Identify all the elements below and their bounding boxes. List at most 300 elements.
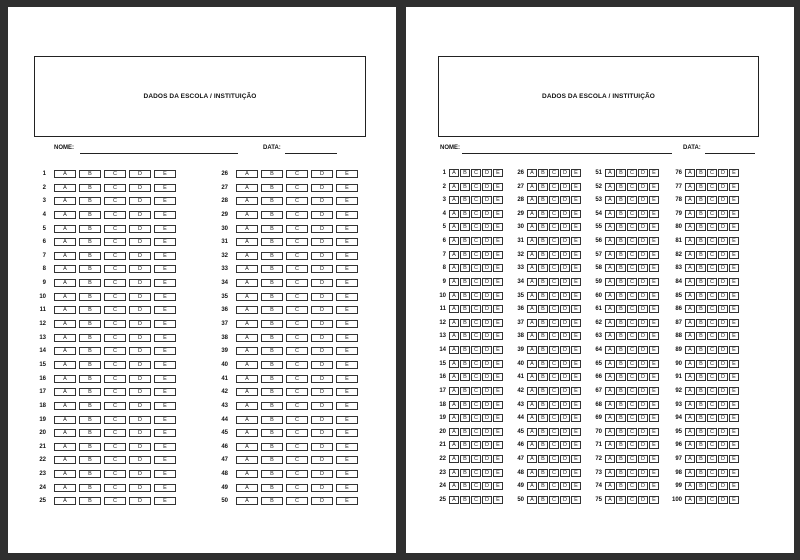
- answer-bubble-a[interactable]: A: [449, 482, 459, 490]
- answer-bubble-b[interactable]: B: [696, 237, 706, 245]
- answer-bubble-b[interactable]: B: [460, 169, 470, 177]
- answer-bubble-a[interactable]: A: [527, 360, 537, 368]
- answer-bubble-e[interactable]: E: [571, 455, 581, 463]
- answer-bubble-a[interactable]: A: [236, 456, 258, 464]
- answer-bubble-d[interactable]: D: [311, 484, 333, 492]
- answer-bubble-e[interactable]: E: [571, 196, 581, 204]
- answer-bubble-c[interactable]: C: [104, 252, 126, 260]
- answer-bubble-a[interactable]: A: [685, 251, 695, 259]
- answer-bubble-c[interactable]: C: [286, 375, 308, 383]
- answer-bubble-d[interactable]: D: [482, 264, 492, 272]
- answer-bubble-b[interactable]: B: [261, 197, 283, 205]
- answer-bubble-d[interactable]: D: [482, 169, 492, 177]
- answer-bubble-d[interactable]: D: [638, 387, 648, 395]
- answer-bubble-e[interactable]: E: [571, 441, 581, 449]
- answer-bubble-a[interactable]: A: [605, 414, 615, 422]
- answer-bubble-c[interactable]: C: [471, 237, 481, 245]
- answer-bubble-b[interactable]: B: [261, 497, 283, 505]
- answer-bubble-a[interactable]: A: [449, 237, 459, 245]
- answer-bubble-b[interactable]: B: [79, 375, 101, 383]
- answer-bubble-b[interactable]: B: [538, 469, 548, 477]
- answer-bubble-d[interactable]: D: [311, 416, 333, 424]
- answer-bubble-b[interactable]: B: [616, 278, 626, 286]
- answer-bubble-d[interactable]: D: [129, 252, 151, 260]
- answer-bubble-c[interactable]: C: [549, 346, 559, 354]
- answer-bubble-d[interactable]: D: [718, 196, 728, 204]
- answer-bubble-d[interactable]: D: [560, 346, 570, 354]
- answer-bubble-e[interactable]: E: [649, 414, 659, 422]
- answer-bubble-e[interactable]: E: [154, 375, 176, 383]
- answer-bubble-d[interactable]: D: [560, 196, 570, 204]
- answer-bubble-b[interactable]: B: [696, 373, 706, 381]
- answer-bubble-a[interactable]: A: [605, 373, 615, 381]
- answer-bubble-d[interactable]: D: [482, 223, 492, 231]
- answer-bubble-c[interactable]: C: [471, 210, 481, 218]
- answer-bubble-b[interactable]: B: [460, 278, 470, 286]
- answer-bubble-d[interactable]: D: [560, 496, 570, 504]
- answer-bubble-b[interactable]: B: [696, 332, 706, 340]
- answer-bubble-c[interactable]: C: [707, 496, 717, 504]
- answer-bubble-b[interactable]: B: [460, 332, 470, 340]
- answer-bubble-d[interactable]: D: [129, 265, 151, 273]
- answer-bubble-c[interactable]: C: [471, 292, 481, 300]
- answer-bubble-d[interactable]: D: [311, 170, 333, 178]
- answer-bubble-b[interactable]: B: [616, 305, 626, 313]
- answer-bubble-b[interactable]: B: [616, 428, 626, 436]
- answer-bubble-e[interactable]: E: [154, 497, 176, 505]
- answer-bubble-e[interactable]: E: [729, 332, 739, 340]
- answer-bubble-e[interactable]: E: [729, 251, 739, 259]
- answer-bubble-a[interactable]: A: [527, 169, 537, 177]
- answer-bubble-b[interactable]: B: [460, 292, 470, 300]
- answer-bubble-e[interactable]: E: [649, 264, 659, 272]
- answer-bubble-d[interactable]: D: [482, 401, 492, 409]
- answer-bubble-b[interactable]: B: [460, 469, 470, 477]
- answer-bubble-c[interactable]: C: [104, 416, 126, 424]
- answer-bubble-e[interactable]: E: [571, 251, 581, 259]
- answer-bubble-d[interactable]: D: [129, 306, 151, 314]
- answer-bubble-c[interactable]: C: [627, 319, 637, 327]
- answer-bubble-d[interactable]: D: [560, 387, 570, 395]
- answer-bubble-d[interactable]: D: [311, 456, 333, 464]
- answer-bubble-c[interactable]: C: [627, 469, 637, 477]
- answer-bubble-d[interactable]: D: [482, 428, 492, 436]
- answer-bubble-a[interactable]: A: [527, 183, 537, 191]
- answer-bubble-d[interactable]: D: [638, 441, 648, 449]
- answer-bubble-b[interactable]: B: [460, 305, 470, 313]
- answer-bubble-e[interactable]: E: [649, 373, 659, 381]
- answer-bubble-d[interactable]: D: [129, 225, 151, 233]
- answer-bubble-b[interactable]: B: [79, 429, 101, 437]
- answer-bubble-d[interactable]: D: [129, 197, 151, 205]
- answer-bubble-e[interactable]: E: [336, 429, 358, 437]
- answer-bubble-c[interactable]: C: [286, 416, 308, 424]
- answer-bubble-d[interactable]: D: [482, 278, 492, 286]
- answer-bubble-e[interactable]: E: [336, 306, 358, 314]
- answer-bubble-c[interactable]: C: [707, 292, 717, 300]
- answer-bubble-d[interactable]: D: [638, 346, 648, 354]
- answer-bubble-c[interactable]: C: [707, 237, 717, 245]
- answer-bubble-e[interactable]: E: [154, 170, 176, 178]
- answer-bubble-c[interactable]: C: [707, 223, 717, 231]
- answer-bubble-b[interactable]: B: [460, 183, 470, 191]
- answer-bubble-c[interactable]: C: [627, 210, 637, 218]
- answer-bubble-b[interactable]: B: [460, 414, 470, 422]
- answer-bubble-d[interactable]: D: [638, 278, 648, 286]
- answer-bubble-b[interactable]: B: [261, 470, 283, 478]
- answer-bubble-c[interactable]: C: [549, 482, 559, 490]
- answer-bubble-e[interactable]: E: [493, 482, 503, 490]
- answer-bubble-a[interactable]: A: [236, 497, 258, 505]
- answer-bubble-d[interactable]: D: [718, 496, 728, 504]
- answer-bubble-c[interactable]: C: [549, 292, 559, 300]
- answer-bubble-c[interactable]: C: [471, 387, 481, 395]
- answer-bubble-a[interactable]: A: [54, 225, 76, 233]
- answer-bubble-b[interactable]: B: [616, 496, 626, 504]
- answer-bubble-a[interactable]: A: [54, 238, 76, 246]
- answer-bubble-e[interactable]: E: [493, 387, 503, 395]
- answer-bubble-e[interactable]: E: [649, 183, 659, 191]
- answer-bubble-d[interactable]: D: [482, 305, 492, 313]
- answer-bubble-e[interactable]: E: [493, 305, 503, 313]
- answer-bubble-e[interactable]: E: [571, 332, 581, 340]
- answer-bubble-c[interactable]: C: [707, 482, 717, 490]
- answer-bubble-c[interactable]: C: [104, 347, 126, 355]
- answer-bubble-b[interactable]: B: [538, 264, 548, 272]
- answer-bubble-a[interactable]: A: [605, 401, 615, 409]
- answer-bubble-e[interactable]: E: [493, 373, 503, 381]
- answer-bubble-e[interactable]: E: [154, 306, 176, 314]
- answer-bubble-a[interactable]: A: [685, 346, 695, 354]
- answer-bubble-d[interactable]: D: [718, 414, 728, 422]
- answer-bubble-e[interactable]: E: [729, 237, 739, 245]
- answer-bubble-c[interactable]: C: [104, 429, 126, 437]
- answer-bubble-d[interactable]: D: [638, 237, 648, 245]
- answer-bubble-c[interactable]: C: [471, 441, 481, 449]
- answer-bubble-a[interactable]: A: [685, 455, 695, 463]
- answer-bubble-a[interactable]: A: [605, 264, 615, 272]
- answer-bubble-a[interactable]: A: [449, 319, 459, 327]
- answer-bubble-a[interactable]: A: [685, 373, 695, 381]
- answer-bubble-d[interactable]: D: [638, 360, 648, 368]
- answer-bubble-a[interactable]: A: [236, 279, 258, 287]
- answer-bubble-c[interactable]: C: [627, 169, 637, 177]
- answer-bubble-b[interactable]: B: [261, 238, 283, 246]
- answer-bubble-b[interactable]: B: [616, 183, 626, 191]
- answer-bubble-a[interactable]: A: [685, 210, 695, 218]
- answer-bubble-d[interactable]: D: [560, 455, 570, 463]
- answer-bubble-b[interactable]: B: [460, 346, 470, 354]
- answer-bubble-d[interactable]: D: [638, 469, 648, 477]
- answer-bubble-a[interactable]: A: [685, 305, 695, 313]
- answer-bubble-b[interactable]: B: [460, 441, 470, 449]
- answer-bubble-b[interactable]: B: [538, 360, 548, 368]
- answer-bubble-b[interactable]: B: [616, 251, 626, 259]
- answer-bubble-e[interactable]: E: [154, 293, 176, 301]
- answer-bubble-e[interactable]: E: [571, 387, 581, 395]
- answer-bubble-b[interactable]: B: [538, 292, 548, 300]
- answer-bubble-a[interactable]: A: [605, 223, 615, 231]
- answer-bubble-c[interactable]: C: [104, 225, 126, 233]
- answer-bubble-b[interactable]: B: [538, 251, 548, 259]
- answer-bubble-e[interactable]: E: [336, 416, 358, 424]
- answer-bubble-a[interactable]: A: [236, 388, 258, 396]
- answer-bubble-d[interactable]: D: [311, 334, 333, 342]
- answer-bubble-e[interactable]: E: [571, 169, 581, 177]
- answer-bubble-b[interactable]: B: [538, 210, 548, 218]
- answer-bubble-e[interactable]: E: [493, 455, 503, 463]
- answer-bubble-d[interactable]: D: [129, 484, 151, 492]
- answer-bubble-b[interactable]: B: [696, 278, 706, 286]
- answer-bubble-c[interactable]: C: [627, 292, 637, 300]
- answer-bubble-d[interactable]: D: [311, 265, 333, 273]
- answer-bubble-d[interactable]: D: [129, 443, 151, 451]
- answer-bubble-a[interactable]: A: [236, 170, 258, 178]
- answer-bubble-a[interactable]: A: [685, 264, 695, 272]
- answer-bubble-e[interactable]: E: [154, 429, 176, 437]
- answer-bubble-d[interactable]: D: [638, 169, 648, 177]
- answer-bubble-a[interactable]: A: [449, 346, 459, 354]
- answer-bubble-a[interactable]: A: [54, 361, 76, 369]
- answer-bubble-c[interactable]: C: [627, 278, 637, 286]
- answer-bubble-a[interactable]: A: [54, 388, 76, 396]
- answer-bubble-e[interactable]: E: [571, 292, 581, 300]
- answer-bubble-c[interactable]: C: [627, 237, 637, 245]
- answer-bubble-e[interactable]: E: [571, 401, 581, 409]
- answer-bubble-e[interactable]: E: [154, 238, 176, 246]
- answer-bubble-b[interactable]: B: [538, 169, 548, 177]
- answer-bubble-a[interactable]: A: [449, 428, 459, 436]
- answer-bubble-a[interactable]: A: [54, 265, 76, 273]
- answer-bubble-c[interactable]: C: [627, 414, 637, 422]
- answer-bubble-b[interactable]: B: [538, 183, 548, 191]
- answer-bubble-b[interactable]: B: [696, 292, 706, 300]
- answer-bubble-b[interactable]: B: [79, 402, 101, 410]
- answer-bubble-a[interactable]: A: [685, 496, 695, 504]
- answer-bubble-c[interactable]: C: [627, 346, 637, 354]
- answer-bubble-d[interactable]: D: [560, 183, 570, 191]
- answer-bubble-d[interactable]: D: [311, 388, 333, 396]
- answer-bubble-c[interactable]: C: [627, 264, 637, 272]
- answer-bubble-a[interactable]: A: [685, 360, 695, 368]
- answer-bubble-e[interactable]: E: [571, 319, 581, 327]
- answer-bubble-a[interactable]: A: [236, 443, 258, 451]
- answer-bubble-c[interactable]: C: [549, 373, 559, 381]
- answer-bubble-c[interactable]: C: [104, 361, 126, 369]
- answer-bubble-d[interactable]: D: [129, 320, 151, 328]
- answer-bubble-e[interactable]: E: [336, 293, 358, 301]
- answer-bubble-c[interactable]: C: [707, 264, 717, 272]
- answer-bubble-d[interactable]: D: [129, 293, 151, 301]
- answer-bubble-e[interactable]: E: [649, 332, 659, 340]
- answer-bubble-c[interactable]: C: [286, 306, 308, 314]
- answer-bubble-b[interactable]: B: [460, 360, 470, 368]
- answer-bubble-a[interactable]: A: [527, 414, 537, 422]
- answer-bubble-b[interactable]: B: [79, 484, 101, 492]
- answer-bubble-c[interactable]: C: [627, 332, 637, 340]
- answer-bubble-b[interactable]: B: [696, 183, 706, 191]
- answer-bubble-e[interactable]: E: [336, 184, 358, 192]
- answer-bubble-e[interactable]: E: [493, 223, 503, 231]
- answer-bubble-c[interactable]: C: [471, 360, 481, 368]
- answer-bubble-c[interactable]: C: [104, 211, 126, 219]
- answer-bubble-d[interactable]: D: [129, 402, 151, 410]
- answer-bubble-e[interactable]: E: [154, 361, 176, 369]
- answer-bubble-e[interactable]: E: [649, 251, 659, 259]
- answer-bubble-d[interactable]: D: [718, 223, 728, 231]
- answer-bubble-b[interactable]: B: [616, 414, 626, 422]
- answer-bubble-d[interactable]: D: [718, 251, 728, 259]
- answer-bubble-a[interactable]: A: [527, 237, 537, 245]
- answer-bubble-a[interactable]: A: [449, 169, 459, 177]
- answer-bubble-e[interactable]: E: [649, 237, 659, 245]
- answer-bubble-a[interactable]: A: [527, 223, 537, 231]
- answer-bubble-d[interactable]: D: [718, 441, 728, 449]
- answer-bubble-c[interactable]: C: [286, 443, 308, 451]
- answer-bubble-a[interactable]: A: [236, 416, 258, 424]
- answer-bubble-b[interactable]: B: [79, 443, 101, 451]
- answer-bubble-b[interactable]: B: [616, 223, 626, 231]
- answer-bubble-c[interactable]: C: [471, 251, 481, 259]
- answer-bubble-b[interactable]: B: [79, 279, 101, 287]
- answer-bubble-c[interactable]: C: [707, 387, 717, 395]
- answer-bubble-e[interactable]: E: [729, 264, 739, 272]
- answer-bubble-a[interactable]: A: [685, 292, 695, 300]
- answer-bubble-d[interactable]: D: [718, 482, 728, 490]
- answer-bubble-e[interactable]: E: [571, 414, 581, 422]
- answer-bubble-d[interactable]: D: [311, 347, 333, 355]
- answer-bubble-b[interactable]: B: [261, 252, 283, 260]
- answer-bubble-b[interactable]: B: [79, 265, 101, 273]
- answer-bubble-a[interactable]: A: [605, 169, 615, 177]
- answer-bubble-a[interactable]: A: [527, 251, 537, 259]
- answer-bubble-e[interactable]: E: [336, 443, 358, 451]
- answer-bubble-e[interactable]: E: [649, 319, 659, 327]
- answer-bubble-a[interactable]: A: [236, 334, 258, 342]
- answer-bubble-d[interactable]: D: [311, 225, 333, 233]
- answer-bubble-b[interactable]: B: [616, 264, 626, 272]
- answer-bubble-d[interactable]: D: [482, 455, 492, 463]
- answer-bubble-b[interactable]: B: [616, 360, 626, 368]
- answer-bubble-c[interactable]: C: [286, 388, 308, 396]
- answer-bubble-d[interactable]: D: [718, 373, 728, 381]
- answer-bubble-c[interactable]: C: [627, 482, 637, 490]
- answer-bubble-e[interactable]: E: [493, 278, 503, 286]
- answer-bubble-b[interactable]: B: [261, 361, 283, 369]
- answer-bubble-e[interactable]: E: [729, 414, 739, 422]
- answer-bubble-c[interactable]: C: [286, 320, 308, 328]
- answer-bubble-a[interactable]: A: [685, 183, 695, 191]
- answer-bubble-c[interactable]: C: [104, 170, 126, 178]
- answer-bubble-c[interactable]: C: [707, 455, 717, 463]
- answer-bubble-a[interactable]: A: [54, 306, 76, 314]
- answer-bubble-d[interactable]: D: [718, 346, 728, 354]
- answer-bubble-e[interactable]: E: [649, 496, 659, 504]
- answer-bubble-a[interactable]: A: [527, 482, 537, 490]
- answer-bubble-e[interactable]: E: [154, 456, 176, 464]
- answer-bubble-e[interactable]: E: [493, 196, 503, 204]
- answer-bubble-b[interactable]: B: [538, 305, 548, 313]
- answer-bubble-e[interactable]: E: [336, 170, 358, 178]
- answer-bubble-c[interactable]: C: [286, 347, 308, 355]
- answer-bubble-b[interactable]: B: [261, 402, 283, 410]
- answer-bubble-c[interactable]: C: [549, 305, 559, 313]
- answer-bubble-c[interactable]: C: [104, 443, 126, 451]
- answer-bubble-a[interactable]: A: [54, 443, 76, 451]
- answer-bubble-d[interactable]: D: [129, 470, 151, 478]
- answer-bubble-a[interactable]: A: [605, 196, 615, 204]
- answer-bubble-e[interactable]: E: [649, 455, 659, 463]
- answer-bubble-b[interactable]: B: [616, 373, 626, 381]
- answer-bubble-e[interactable]: E: [571, 469, 581, 477]
- answer-bubble-e[interactable]: E: [493, 237, 503, 245]
- answer-bubble-d[interactable]: D: [638, 373, 648, 381]
- answer-bubble-a[interactable]: A: [236, 306, 258, 314]
- answer-bubble-d[interactable]: D: [560, 264, 570, 272]
- answer-bubble-a[interactable]: A: [685, 223, 695, 231]
- answer-bubble-a[interactable]: A: [449, 251, 459, 259]
- answer-bubble-c[interactable]: C: [549, 414, 559, 422]
- answer-bubble-b[interactable]: B: [460, 387, 470, 395]
- answer-bubble-d[interactable]: D: [718, 305, 728, 313]
- answer-bubble-b[interactable]: B: [616, 482, 626, 490]
- answer-bubble-a[interactable]: A: [605, 305, 615, 313]
- answer-bubble-c[interactable]: C: [549, 223, 559, 231]
- answer-bubble-c[interactable]: C: [471, 401, 481, 409]
- answer-bubble-b[interactable]: B: [696, 223, 706, 231]
- answer-bubble-c[interactable]: C: [286, 279, 308, 287]
- answer-bubble-d[interactable]: D: [129, 184, 151, 192]
- answer-bubble-e[interactable]: E: [154, 320, 176, 328]
- answer-bubble-b[interactable]: B: [538, 319, 548, 327]
- answer-bubble-c[interactable]: C: [286, 265, 308, 273]
- answer-bubble-e[interactable]: E: [729, 292, 739, 300]
- answer-bubble-e[interactable]: E: [571, 482, 581, 490]
- answer-bubble-a[interactable]: A: [605, 237, 615, 245]
- answer-bubble-c[interactable]: C: [549, 428, 559, 436]
- answer-bubble-e[interactable]: E: [336, 347, 358, 355]
- answer-bubble-c[interactable]: C: [549, 469, 559, 477]
- answer-bubble-d[interactable]: D: [638, 319, 648, 327]
- answer-bubble-a[interactable]: A: [605, 278, 615, 286]
- answer-bubble-e[interactable]: E: [154, 416, 176, 424]
- answer-bubble-e[interactable]: E: [649, 196, 659, 204]
- answer-bubble-a[interactable]: A: [54, 470, 76, 478]
- answer-bubble-b[interactable]: B: [79, 197, 101, 205]
- answer-bubble-e[interactable]: E: [571, 264, 581, 272]
- answer-bubble-a[interactable]: A: [449, 455, 459, 463]
- answer-bubble-e[interactable]: E: [336, 375, 358, 383]
- answer-bubble-e[interactable]: E: [493, 210, 503, 218]
- answer-bubble-e[interactable]: E: [493, 332, 503, 340]
- answer-bubble-b[interactable]: B: [261, 225, 283, 233]
- answer-bubble-b[interactable]: B: [79, 416, 101, 424]
- answer-bubble-c[interactable]: C: [104, 456, 126, 464]
- answer-bubble-c[interactable]: C: [549, 332, 559, 340]
- answer-bubble-b[interactable]: B: [616, 387, 626, 395]
- answer-bubble-a[interactable]: A: [236, 293, 258, 301]
- answer-bubble-d[interactable]: D: [311, 497, 333, 505]
- answer-bubble-b[interactable]: B: [460, 196, 470, 204]
- answer-bubble-d[interactable]: D: [129, 361, 151, 369]
- answer-bubble-d[interactable]: D: [638, 428, 648, 436]
- answer-bubble-d[interactable]: D: [482, 346, 492, 354]
- answer-bubble-a[interactable]: A: [449, 469, 459, 477]
- answer-bubble-a[interactable]: A: [449, 401, 459, 409]
- answer-bubble-a[interactable]: A: [449, 210, 459, 218]
- answer-bubble-c[interactable]: C: [104, 238, 126, 246]
- answer-bubble-a[interactable]: A: [527, 428, 537, 436]
